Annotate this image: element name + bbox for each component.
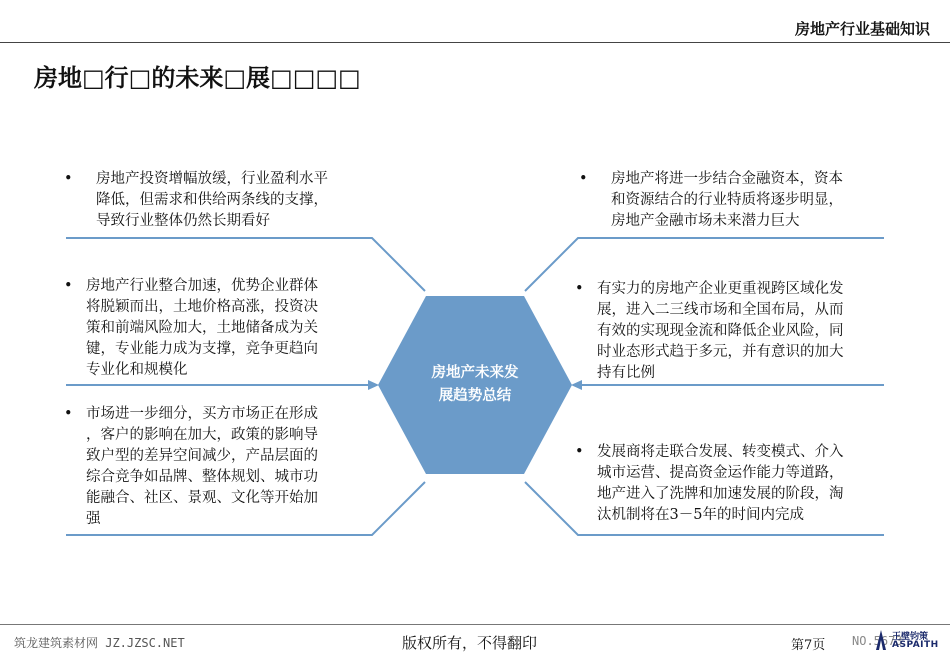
- text-line: 房地产金融市场未来潜力巨大: [611, 213, 800, 229]
- footer-copyright: 版权所有，不得翻印: [402, 634, 538, 652]
- footer-page-number: 第7页: [791, 638, 826, 653]
- text-line: 房地产将进一步结合金融资本，资本: [611, 171, 843, 187]
- right-block-3: [575, 442, 897, 526]
- logo-chinese-name: 王壁钧策: [892, 632, 929, 642]
- company-logo: [874, 628, 946, 652]
- text-line: 有实力的房地产企业更重视跨区域化发: [597, 281, 844, 297]
- left-block-3: [64, 404, 386, 530]
- text-line: 有效的实现现金流和降低企业风险，同: [597, 323, 844, 339]
- left-block-2: [64, 276, 386, 381]
- text-line: 和资源结合的行业特质将逐步明显，: [611, 192, 843, 208]
- text-line: 综合竞争如品牌、整体规划、城市功: [86, 469, 318, 485]
- text-line: 将脱颖而出，土地价格高涨，投资决: [86, 299, 318, 315]
- text-line: 能融合、社区、景观、文化等开始加: [86, 490, 318, 506]
- text-line: 房地产投资增幅放缓，行业盈利水平: [96, 171, 328, 187]
- bullet: •: [579, 171, 588, 187]
- logo-english-name: ASPAITH: [892, 640, 939, 650]
- text-line: 致户型的差异空间减少，产品层面的: [86, 448, 318, 464]
- text-line: 汰机制将在3－5年的时间内完成: [597, 507, 804, 523]
- right-block-2: [575, 279, 897, 384]
- text-line: 房地产行业整合加速，优势企业群体: [86, 278, 318, 294]
- header-title: 房地产行业基础知识: [794, 20, 930, 38]
- text-line: ，客户的影响在加大，政策的影响导: [86, 427, 318, 443]
- right-block-1: [579, 169, 911, 232]
- footer-divider: [0, 624, 950, 625]
- text-line: 降低，但需求和供给两条线的支撑，: [96, 192, 328, 208]
- footer-doc-number: NO.5673: [852, 634, 903, 648]
- text-line: 持有比例: [597, 365, 655, 381]
- left-block-1: [64, 169, 386, 232]
- page-title: 房地□行□的未来□展□□□□: [34, 64, 361, 92]
- bullet: •: [64, 171, 73, 187]
- text-line: 市场进一步细分，买方市场正在形成: [86, 406, 318, 422]
- text-line: 专业化和规模化: [86, 362, 188, 378]
- text-line: 城市运营、提高资金运作能力等道路，: [597, 465, 844, 481]
- text-line: 强: [86, 511, 101, 527]
- center-hexagon-label: [400, 362, 550, 408]
- text-line: 发展商将走联合发展、转变模式、介入: [597, 444, 844, 460]
- arrow-right-middle: [571, 380, 582, 390]
- text-line: 导致行业整体仍然长期看好: [96, 213, 270, 229]
- bullet: •: [64, 278, 73, 294]
- bullet: •: [575, 281, 584, 297]
- text-line: 地产进入了洗牌和加速发展的阶段，淘: [597, 486, 844, 502]
- text-line: 展，进入二三线市场和全国布局，从而: [597, 302, 844, 318]
- footer-watermark: 筑龙建筑素材网 JZ.JZSC.NET: [14, 636, 185, 650]
- bullet: •: [64, 406, 73, 422]
- bullet: •: [575, 444, 584, 460]
- text-line: 策和前端风险加大，土地储备成为关: [86, 320, 318, 336]
- center-line-2: 展趋势总结: [438, 388, 512, 404]
- logo-mark-icon: [874, 630, 888, 650]
- arrow-left-middle: [368, 380, 379, 390]
- text-line: 键，专业能力成为支撑，竞争更趋向: [86, 341, 318, 357]
- center-line-1: 房地产未来发: [431, 365, 519, 381]
- text-line: 时业态形式趋于多元，并有意识的加大: [597, 344, 844, 360]
